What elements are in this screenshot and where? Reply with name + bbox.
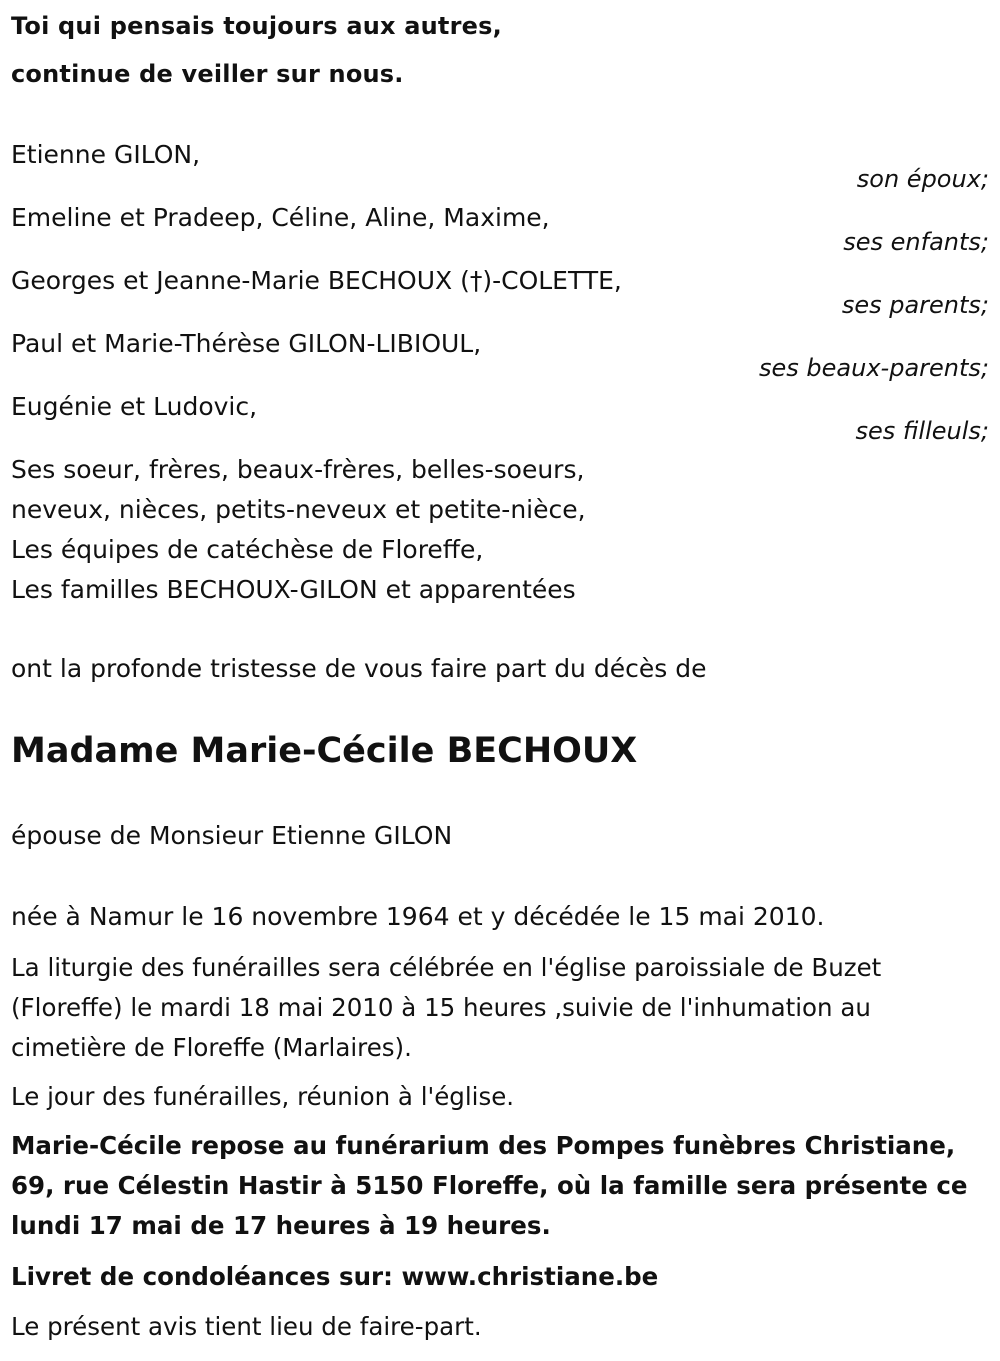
condolences-line: Livret de condoléances sur: www.christiane.be — [11, 1262, 659, 1291]
family-names-godchildren: Eugénie et Ludovic, — [11, 392, 258, 421]
liturgy-paragraph: La liturgie des funérailles sera célébrée en l'église paroissiale de Buzet (Floreffe) le mardi 18 mai 2010 à 15 heures ,suivie de l'inhumation au cimetière de Floreffe (Marlaires). — [11, 953, 882, 1062]
family-relation-children: ses enfants; — [843, 228, 989, 256]
family-relation-parents: ses parents; — [841, 291, 989, 319]
extended-family-line: Les équipes de catéchèse de Floreffe, — [11, 535, 484, 564]
spouse-line: épouse de Monsieur Etienne GILON — [11, 821, 453, 850]
birth-death-line: née à Namur le 16 novembre 1964 et y décédée le 15 mai 2010. — [11, 902, 825, 931]
family-names-in-laws: Paul et Marie-Thérèse GILON-LIBIOUL, — [11, 329, 482, 358]
family-names-spouse: Etienne GILON, — [11, 140, 201, 169]
epigraph — [11, 2, 502, 98]
funerarium-paragraph: Marie-Cécile repose au funérarium des Pompes funèbres Christiane, 69, rue Célestin Hastir à 5150 Floreffe, où la famille sera présente ce lundi 17 mai de 17 heures à 19 heures. — [11, 1131, 968, 1240]
family-relation-in-laws: ses beaux-parents; — [759, 354, 989, 382]
epigraph-line-2: continue de veiller sur nous. — [11, 60, 404, 88]
extended-family-line: Ses soeur, frères, beaux-frères, belles-soeurs, — [11, 455, 585, 484]
family-relation-spouse: son époux; — [856, 165, 989, 193]
family-relation-godchildren: ses filleuls; — [855, 417, 989, 445]
announcement-line: ont la profonde tristesse de vous faire part du décès de — [11, 654, 707, 683]
extended-family-line: neveux, nièces, petits-neveux et petite-nièce, — [11, 495, 586, 524]
epigraph-line-1: Toi qui pensais toujours aux autres, — [11, 12, 502, 40]
extended-family — [11, 450, 586, 610]
family-names-parents: Georges et Jeanne-Marie BECHOUX (†)-COLETTE, — [11, 266, 622, 295]
notice-line: Le présent avis tient lieu de faire-part. — [11, 1312, 482, 1341]
family-names-children: Emeline et Pradeep, Céline, Aline, Maxime, — [11, 203, 550, 232]
extended-family-line: Les familles BECHOUX-GILON et apparentées — [11, 575, 576, 604]
reunion-paragraph: Le jour des funérailles, réunion à l'église. — [11, 1082, 515, 1111]
deceased-name: Madame Marie-Cécile BECHOUX — [11, 731, 638, 771]
